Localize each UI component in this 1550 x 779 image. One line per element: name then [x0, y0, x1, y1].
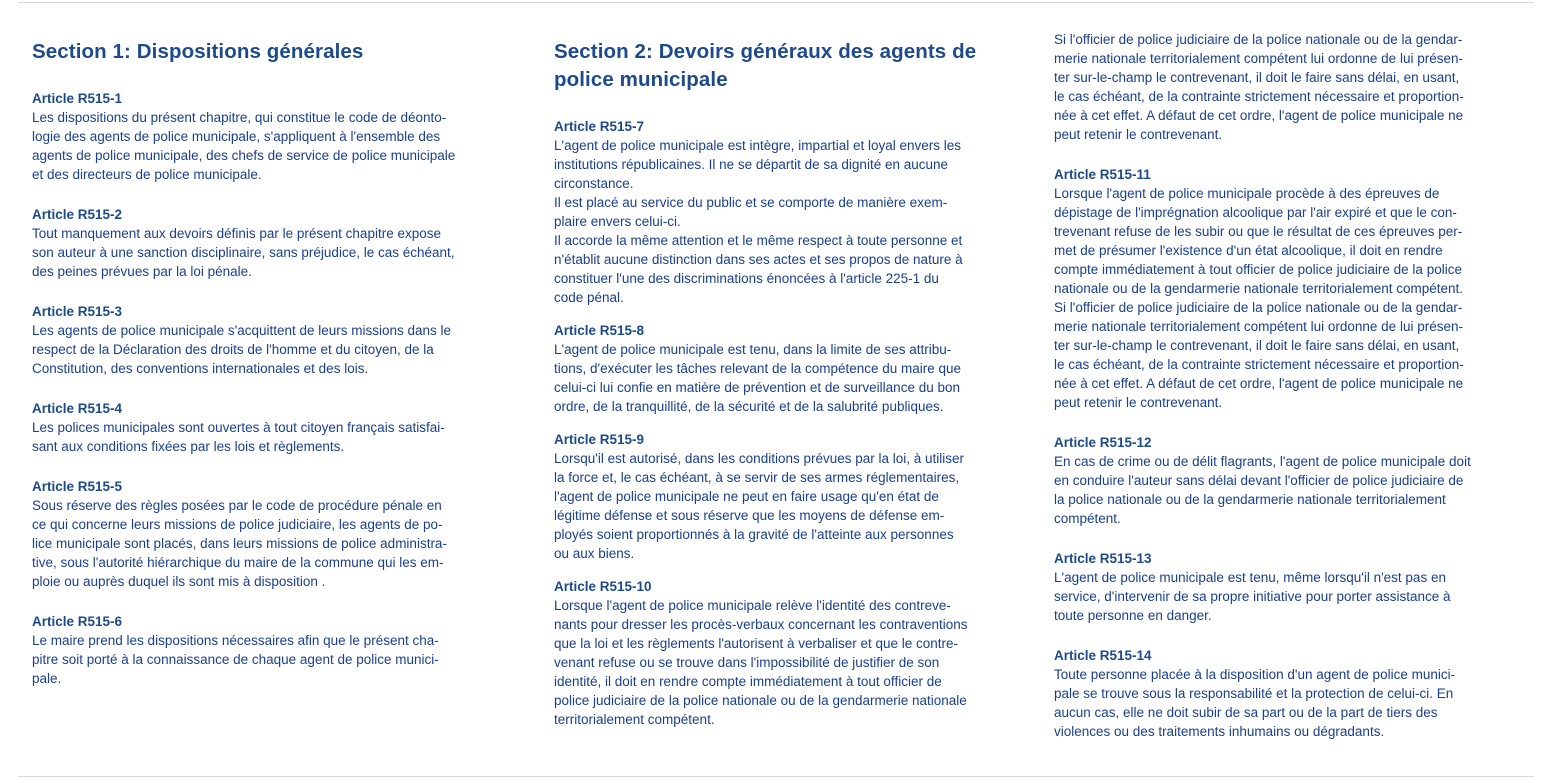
article-body: Lorsqu'il est autorisé, dans les conditions prévues par la loi, à utiliser la force et, le cas échéant, à se servir de ses armes réglementaires, l'agent de police municipale ne peut en faire usage qu'en état de légitime défense et sous réserve que les moyens de défense em- ployés soient proportionnés à la gravité de l'atteinte aux personnes ou aux biens.	[554, 451, 965, 561]
article-title: Article R515-7	[554, 119, 645, 134]
article-r515-5	[32, 477, 494, 591]
top-divider	[18, 2, 1534, 3]
article-title: Article R515-11	[1054, 167, 1151, 182]
article-body: L'agent de police municipale est tenu, dans la limite de ses attribu- tions, d'exécuter les tâches relevant de la compétence du maire que celui-ci lui confie en matière de prévention et de surveillance du bon ordre, de la tranquillité, de la sécurité et de la salubrité publiques.	[554, 342, 962, 414]
article-title: Article R515-8	[554, 323, 645, 338]
article-r515-10-continued	[1054, 30, 1506, 144]
article-body: Si l'officier de police judiciaire de la police nationale ou de la gendar- merie nationale territorialement compétent lui ordonne de lui présen- ter sur-le-champ le contrevenant, il doit le faire sans délai, en usant, le cas échéant, de la contrainte strictement nécessaire et proportion- née à cet effet. A défaut de cet ordre, l'agent de police municipale ne peut retenir le contrevenant.	[1054, 32, 1464, 142]
article-r515-12	[1054, 433, 1506, 528]
article-r515-7	[554, 117, 1002, 307]
article-title: Article R515-9	[554, 432, 645, 447]
article-r515-3	[32, 302, 494, 378]
bottom-divider	[18, 776, 1534, 777]
article-r515-2	[32, 205, 494, 281]
column-section-2	[554, 38, 1002, 743]
article-body: Le maire prend les dispositions nécessaires afin que le présent cha- pitre soit porté à la connaissance de chaque agent de police munici- pale.	[32, 633, 439, 686]
article-body: Les agents de police municipale s'acquittent de leurs missions dans le respect de la Déclaration des droits de l'homme et du citoyen, de la Constitution, des conventions internationales et des lois.	[32, 323, 452, 376]
article-title: Article R515-4	[32, 401, 123, 416]
article-r515-11	[1054, 165, 1506, 412]
article-title: Article R515-14	[1054, 648, 1152, 663]
article-body: L'agent de police municipale est intègre, impartial et loyal envers les institutions républicaines. Il ne se départit de sa dignité en aucune circonstance. Il est placé au service du public et se comporte de manière exem- plaire envers celui-ci. Il accorde la même attention et le même respect à toute personne et n'établit aucune distinction dans ses actes et ses propos de nature à constituer l'une des discriminations énoncées à l'article 225-1 du code pénal.	[554, 138, 963, 305]
article-title: Article R515-6	[32, 614, 123, 629]
article-r515-13	[1054, 549, 1506, 625]
article-title: Article R515-13	[1054, 551, 1152, 566]
article-title: Article R515-1	[32, 91, 123, 106]
article-body: Lorsque l'agent de police municipale relève l'identité des contreve- nants pour dresser les procès-verbaux concernant les contraventions que la loi et les règlements l'autorisent à verbaliser et que le contre- venant refuse ou se trouve dans l'impossibilité de justifier de son identité, il doit en rendre compte immédiatement à tout officier de police judiciaire de la police nationale ou de la gendarmerie nationale territorialement compétent.	[554, 598, 968, 727]
article-r515-10	[554, 577, 1002, 729]
section-2-heading: Section 2: Devoirs généraux des agents de police municipale	[554, 40, 977, 91]
article-r515-6	[32, 612, 494, 688]
article-title: Article R515-10	[554, 579, 652, 594]
article-title: Article R515-5	[32, 479, 123, 494]
article-body: Les polices municipales sont ouvertes à tout citoyen français satisfai- sant aux conditions fixées par les lois et règlements.	[32, 420, 445, 454]
article-title: Article R515-12	[1054, 435, 1152, 450]
article-body: L'agent de police municipale est tenu, même lorsqu'il n'est pas en service, d'intervenir de sa propre initiative pour porter assistance à toute personne en danger.	[1054, 570, 1451, 623]
article-r515-8	[554, 321, 1002, 416]
article-r515-9	[554, 430, 1002, 563]
column-section-1	[32, 38, 494, 709]
column-continuation	[1054, 30, 1506, 762]
article-body: Toute personne placée à la disposition d'un agent de police munici- pale se trouve sous la responsabilité et la protection de celui-ci. En aucun cas, elle ne doit subir de sa part ou de la part de tiers des violences ou des traitements inhumains ou dégradants.	[1054, 667, 1456, 739]
article-body: Les dispositions du présent chapitre, qui constitue le code de déonto- logie des agents de police municipale, s'appliquent à l'ensemble des agents de police municipale, des chefs de service de police municipale et des directeurs de police municipale.	[32, 110, 456, 182]
article-r515-14	[1054, 646, 1506, 741]
article-body: Sous réserve des règles posées par le code de procédure pénale en ce qui concerne leurs missions de police judiciaire, les agents de po- lice municipale sont placés, dans leurs missions de police administra- tive, sous l'autorité hiérarchique du maire de la commune qui les em- ploie ou auprès duquel ils sont mis à disposition .	[32, 498, 447, 589]
article-body: Lorsque l'agent de police municipale procède à des épreuves de dépistage de l'imprégnation alcoolique par l'air expiré et que le con- trevenant refuse de les subir ou que le résultat de ces épreuves per- met de présumer l'existence d'un état alcoolique, il doit en rendre compte immédiatement à tout officier de police judiciaire de la police nationale ou de la gendarmerie nationale territorialement compétent. Si l'officier de police judiciaire de la police nationale ou de la gendar- merie nationale territorialement compétent lui ordonne de lui présen- ter sur-le-champ le contrevenant, il doit le faire sans délai, en usant, le cas échéant, de la contrainte strictement nécessaire et proportion- née à cet effet. A défaut de cet ordre, l'agent de police municipale ne peut retenir le contrevenant.	[1054, 186, 1464, 410]
article-body: Tout manquement aux devoirs définis par le présent chapitre expose son auteur à une sanction disciplinaire, sans préjudice, le cas échéant, des peines prévues par la loi pénale.	[32, 226, 455, 279]
article-body: En cas de crime ou de délit flagrants, l'agent de police municipale doit en conduire l'auteur sans délai devant l'officier de police judiciaire de la police nationale ou de la gendarmerie nationale territorialement compétent.	[1054, 454, 1471, 526]
article-title: Article R515-2	[32, 207, 123, 222]
article-title: Article R515-3	[32, 304, 123, 319]
article-r515-1	[32, 89, 494, 184]
section-1-heading: Section 1: Dispositions générales	[32, 40, 364, 63]
article-r515-4	[32, 399, 494, 456]
